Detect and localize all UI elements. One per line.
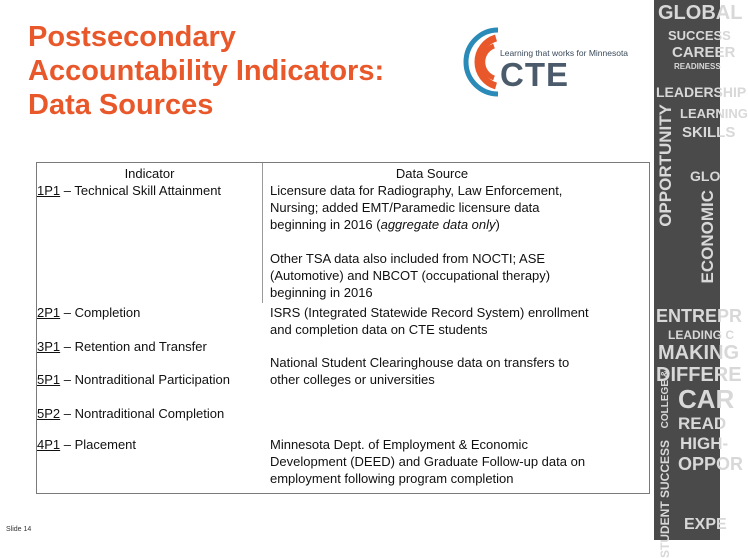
strip-word: LEADERSHIP — [656, 84, 747, 100]
strip-word: ENTREPR — [656, 306, 743, 326]
strip-word: COLLEGE & — [660, 370, 671, 429]
source-clearinghouse — [270, 354, 569, 388]
strip-word: CAR — [678, 384, 735, 414]
source-text: ) — [495, 217, 500, 232]
source-line: Licensure data for Radiography, Law Enforcement, — [270, 183, 563, 198]
strip-word: SKILLS — [682, 124, 736, 141]
source-line: (Automotive) and NBCOT (occupational therapy) — [270, 268, 551, 283]
strip-word: HIGH- — [680, 434, 729, 453]
indicator-label: – Retention and Transfer — [60, 339, 207, 354]
source-line: other colleges or universities — [270, 372, 435, 387]
title-line-1: Postsecondary — [28, 21, 236, 53]
source-line: Other TSA data also included from NOCTI; ASE — [270, 251, 546, 266]
indicator-code: 3P1 — [37, 339, 61, 354]
source-isrs — [270, 304, 589, 338]
indicator-row-5p2 — [37, 405, 224, 422]
title-line-2: Accountability Indicators: — [28, 55, 385, 87]
logo-name: CTE — [500, 56, 569, 93]
source-line: National Student Clearinghouse data on transfers to — [270, 355, 570, 370]
strip-word: SUCCESS — [668, 28, 731, 43]
indicator-label: – Placement — [60, 437, 137, 452]
title-line-3: Data Sources — [28, 89, 214, 121]
indicator-code: 4P1 — [37, 437, 61, 452]
strip-word: MAKING — [658, 342, 740, 364]
indicator-label: – Completion — [60, 305, 141, 320]
source-line: ISRS (Integrated Statewide Record System) enrollment — [270, 305, 589, 320]
strip-word: READINESS — [674, 62, 721, 71]
decorative-word-strip — [654, 0, 748, 558]
strip-word: LEADING C — [668, 328, 734, 342]
indicator-code: 5P2 — [37, 406, 61, 421]
logo-tagline: Learning that works for Minnesota — [500, 48, 629, 58]
source-line: Nursing; added EMT/Paramedic licensure data — [270, 200, 540, 215]
slide-number: Slide 14 — [6, 526, 32, 533]
page-title — [28, 20, 448, 122]
indicator-label: – Technical Skill Attainment — [60, 183, 222, 198]
source-line: Development (DEED) and Graduate Follow-up data on — [270, 454, 586, 469]
source-deed — [270, 436, 585, 487]
strip-word: LEARNING — [680, 106, 748, 121]
source-line: and completion data on CTE students — [270, 322, 488, 337]
data-sources-table — [36, 162, 650, 494]
cte-logo-arc-icon — [462, 26, 502, 98]
strip-word: ECONOMIC — [698, 190, 717, 284]
source-text: beginning in 2016 ( — [270, 217, 381, 232]
indicator-row-4p1 — [37, 436, 136, 453]
strip-word: GLOBAL — [658, 2, 743, 24]
indicator-label: – Nontraditional Completion — [60, 406, 225, 421]
indicator-label: – Nontraditional Participation — [60, 372, 230, 387]
source-line: Minnesota Dept. of Employment & Economic — [270, 437, 528, 452]
header-indicator: Indicator — [124, 166, 175, 181]
indicator-row-1p1 — [37, 182, 221, 199]
strip-word: OPPOR — [678, 454, 744, 474]
cte-logo — [462, 26, 652, 98]
indicator-row-5p1 — [37, 371, 230, 388]
indicator-row-2p1 — [37, 304, 140, 321]
source-line — [270, 216, 562, 233]
source-line: employment following program completion — [270, 471, 514, 486]
source-line: beginning in 2016 — [270, 285, 373, 300]
indicator-row-3p1 — [37, 338, 207, 355]
strip-word: STUDENT SUCCESS — [658, 440, 672, 558]
source-licensure — [270, 182, 562, 233]
source-emphasis: aggregate data only — [380, 217, 496, 232]
strip-word: EXPE — [684, 516, 727, 533]
header-data-source: Data Source — [395, 166, 469, 181]
indicator-code: 2P1 — [37, 305, 61, 320]
strip-word: CAREER — [672, 44, 736, 61]
indicator-code: 5P1 — [37, 372, 61, 387]
strip-word: GLO — [690, 168, 721, 184]
strip-word: OPPORTUNITY — [656, 104, 675, 227]
indicator-code: 1P1 — [37, 183, 61, 198]
column-divider — [262, 163, 263, 303]
strip-word: DIFFERE — [656, 364, 742, 386]
strip-word: READ — [678, 414, 727, 433]
source-tsa-other — [270, 250, 550, 301]
